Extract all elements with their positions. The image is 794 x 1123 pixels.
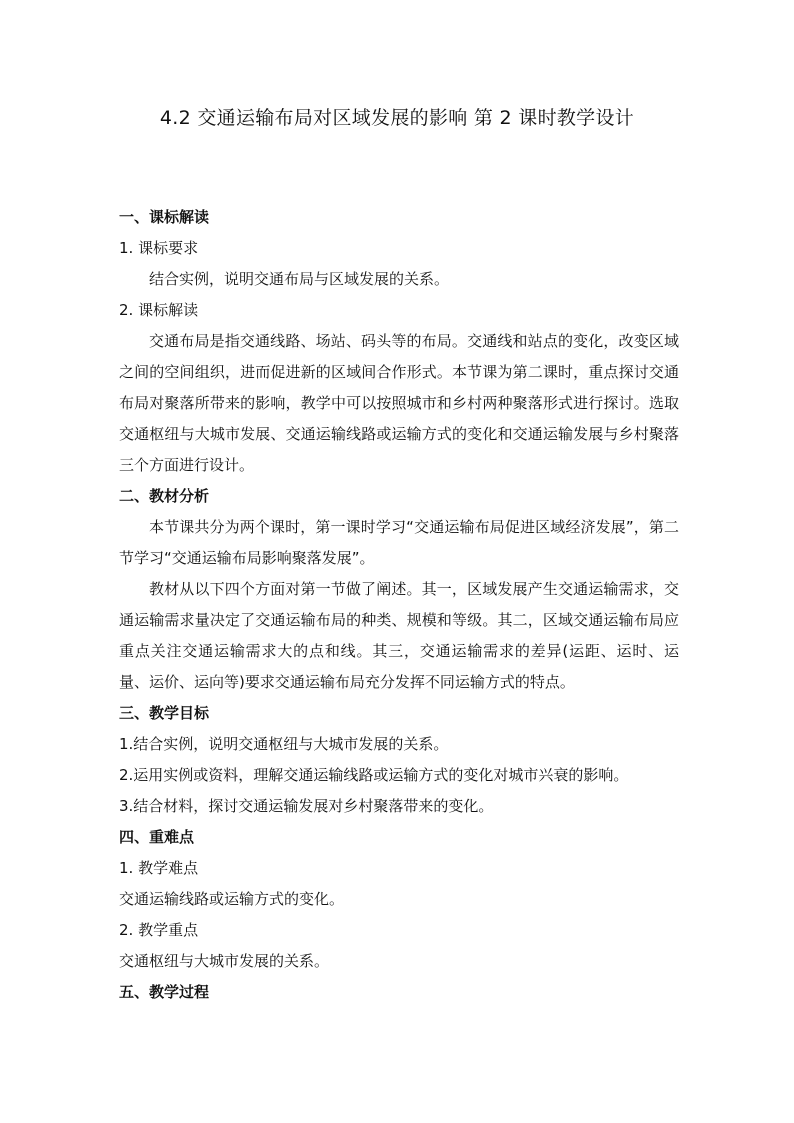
list-item: 1.结合实例，说明交通枢纽与大城市发展的关系。 <box>119 735 449 753</box>
list-item: 3.结合材料，探讨交通运输发展对乡村聚落带来的变化。 <box>119 797 494 815</box>
paragraph: 交通运输线路或运输方式的变化。 <box>119 890 345 908</box>
paragraph: 本节课共分为两个课时，第一课时学习“交通运输布局促进区域经济发展”，第二节学习“交通运输布局影响聚落发展”。 <box>119 518 679 567</box>
section-heading-process: 五、教学过程 <box>119 983 210 1001</box>
subheading-difficulty: 1. 教学难点 <box>119 859 199 877</box>
list-item: 2.运用实例或资料，理解交通运输线路或运输方式的变化对城市兴衰的影响。 <box>119 766 629 784</box>
paragraph: 结合实例，说明交通布局与区域发展的关系。 <box>149 270 450 288</box>
section-heading-textbook-analysis: 二、教材分析 <box>119 487 210 505</box>
document-body <box>119 202 679 1008</box>
paragraph: 交通枢纽与大城市发展的关系。 <box>119 952 330 970</box>
subheading-focus: 2. 教学重点 <box>119 921 199 939</box>
paragraph: 交通布局是指交通线路、场站、码头等的布局。交通线和站点的变化，改变区域之间的空间组织，进而促进新的区域间合作形式。本节课为第二课时，重点探讨交通布局对聚落所带来的影响，教学中可以按照城市和乡村两种聚落形式进行探讨。选取交通枢纽与大城市发展、交通运输线路或运输方式的变化和交通运输发展与乡村聚落三个方面进行设计。 <box>119 332 679 474</box>
section-heading-objectives: 三、教学目标 <box>119 704 210 722</box>
subheading-requirements: 1. 课标要求 <box>119 239 199 257</box>
section-heading-standards: 一、课标解读 <box>119 208 210 226</box>
section-heading-key-points: 四、重难点 <box>119 828 195 846</box>
subheading-interpretation: 2. 课标解读 <box>119 301 199 319</box>
paragraph: 教材从以下四个方面对第一节做了阐述。其一，区域发展产生交通运输需求，交通运输需求量决定了交通运输布局的种类、规模和等级。其二，区域交通运输布局应重点关注交通运输需求大的点和线。其三，交通运输需求的差异(运距、运时、运量、运价、运向等)要求交通运输布局充分发挥不同运输方式的特点。 <box>119 580 679 691</box>
document-title: 4.2 交通运输布局对区域发展的影响 第 2 课时教学设计 <box>159 107 635 129</box>
